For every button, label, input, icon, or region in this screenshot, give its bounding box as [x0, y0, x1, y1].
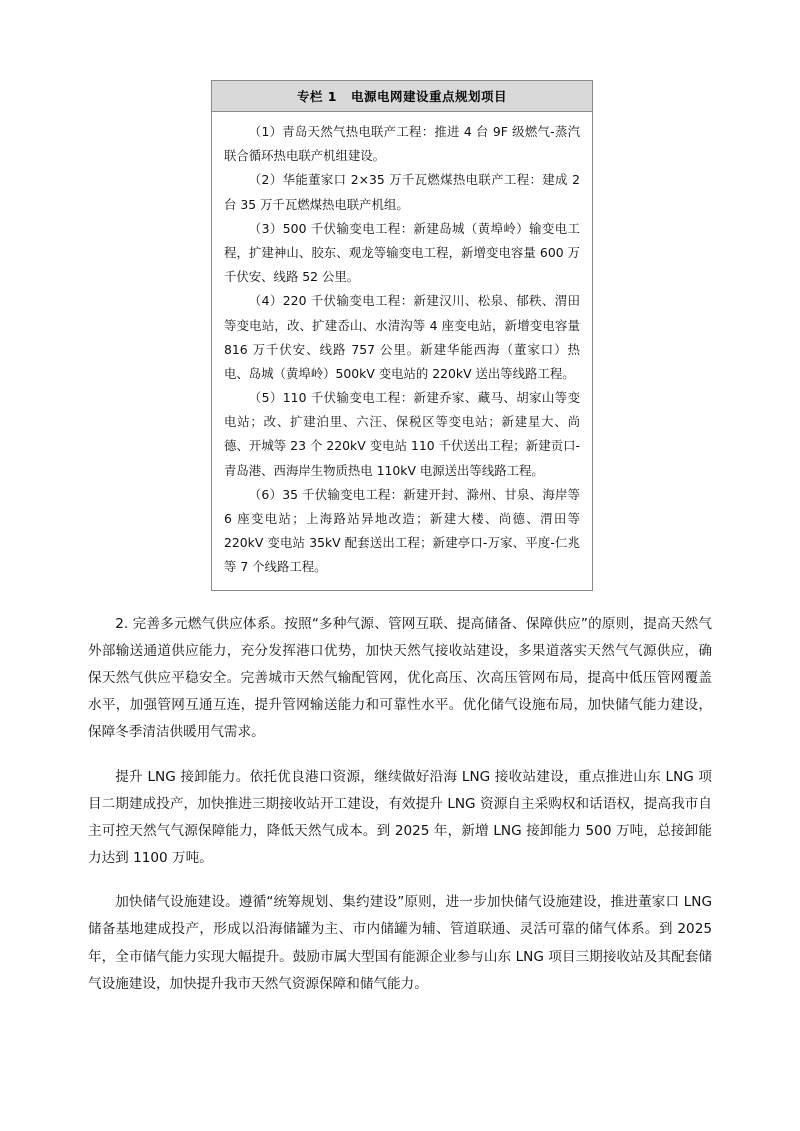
- feature-box-item: （5）110 千伏输变电工程：新建乔家、藏马、胡家山等变电站；改、扩建泊里、六汪、保税区等变电站；新建星大、尚德、开城等 23 个 220kV 变电站 110 千伏送出工程；新建贡口-青岛港、西海岸生物质热电 110kV 电源送出等线路工程。: [224, 390, 580, 478]
- feature-box-item: （4）220 千伏输变电工程：新建汉川、松泉、郁秩、渭田等变电站，改、扩建岙山、水清沟等 4 座变电站，新增变电容量 816 万千伏安、线路 757 公里。新建华能西海（董家口）热电、岛城（黄埠岭）500kV 变电站的 220kV 送出等线路工程。: [224, 293, 580, 381]
- feature-box-header: [212, 81, 592, 112]
- feature-box-header-label: 专栏 1: [296, 89, 338, 104]
- document-content: [88, 80, 712, 998]
- spacer: [88, 591, 712, 611]
- feature-box: [211, 80, 593, 591]
- spacer: [88, 872, 712, 889]
- feature-box-header-title: 电源电网建设重点规划项目: [351, 89, 508, 104]
- feature-box-body: [212, 112, 592, 590]
- body-paragraph: 2. 完善多元燃气供应体系。按照“多种气源、管网互联、提高储备、保障供应”的原则，提高天然气外部输送通道供应能力，充分发挥港口优势，加快天然气接收站建设，多果道落实天然气气源供应，确保天然气供应平稳安全。完善城市天然气输配管网，优化高压、次高压管网布局，提高中低压管网覆盖水平，加强管网互通互连，提升管网输送能力和可靠性水平。优化储气设施布局，加快储气能力建设，保障冬季清洁供暖用气需求。: [88, 615, 712, 741]
- body-paragraph: 加快储气设施建设。遵循“统筹规划、集约建设”原则，进一步加快储气设施建设，推进董家口 LNG 储备基地建成投产，形成以沿海储罐为主、市内储罐为辅、管道联通、灵活可靠的储气体系。到 2025 年，全市储气能力实现大幅提升。鼓励市属大型国有能源企业参与山东 LNG 项目三期接收站及其配套储气设施建设，加快提升我市天然气资源保障和储气能力。: [88, 894, 712, 992]
- feature-box-item: （6）35 千伏输变电工程：新建开封、滁州、甘泉、海岸等 6 座变电站；上海路站异地改造；新建大楼、尚德、渭田等 220kV 变电站 35kV 配套送出工程；新建亭口-万家、平度-仁兆等 7 个线路工程。: [224, 486, 580, 575]
- spacer: [88, 747, 712, 764]
- feature-box-item: （3）500 千伏输变电工程：新建岛城（黄埠岭）输变电工程，扩建神山、胶东、观龙等输变电工程，新增变电容量 600 万千伏安、线路 52 公里。: [224, 220, 580, 285]
- feature-box-item: （2）华能董家口 2×35 万千瓦燃煤热电联产工程：建成 2 台 35 万千瓦燃煤热电联产机组。: [224, 172, 580, 212]
- body-paragraph: 提升 LNG 接卸能力。依托优良港口资源，继续做好沿海 LNG 接收站建设，重点推进山东 LNG 项目二期建成投产，加快推进三期接收站开工建设，有效提升 LNG 资源自主采购权和话语权，提高我市自主可控天然气气源保障能力，降低天然气成本。到 2025 年，新增 LNG 接卸能力 500 万吨，总接卸能力达到 1100 万吨。: [88, 768, 712, 867]
- feature-box-item: （1）青岛天然气热电联产工程：推进 4 台 9F 级燃气-蒸汽联合循环热电联产机组建设。: [224, 124, 580, 164]
